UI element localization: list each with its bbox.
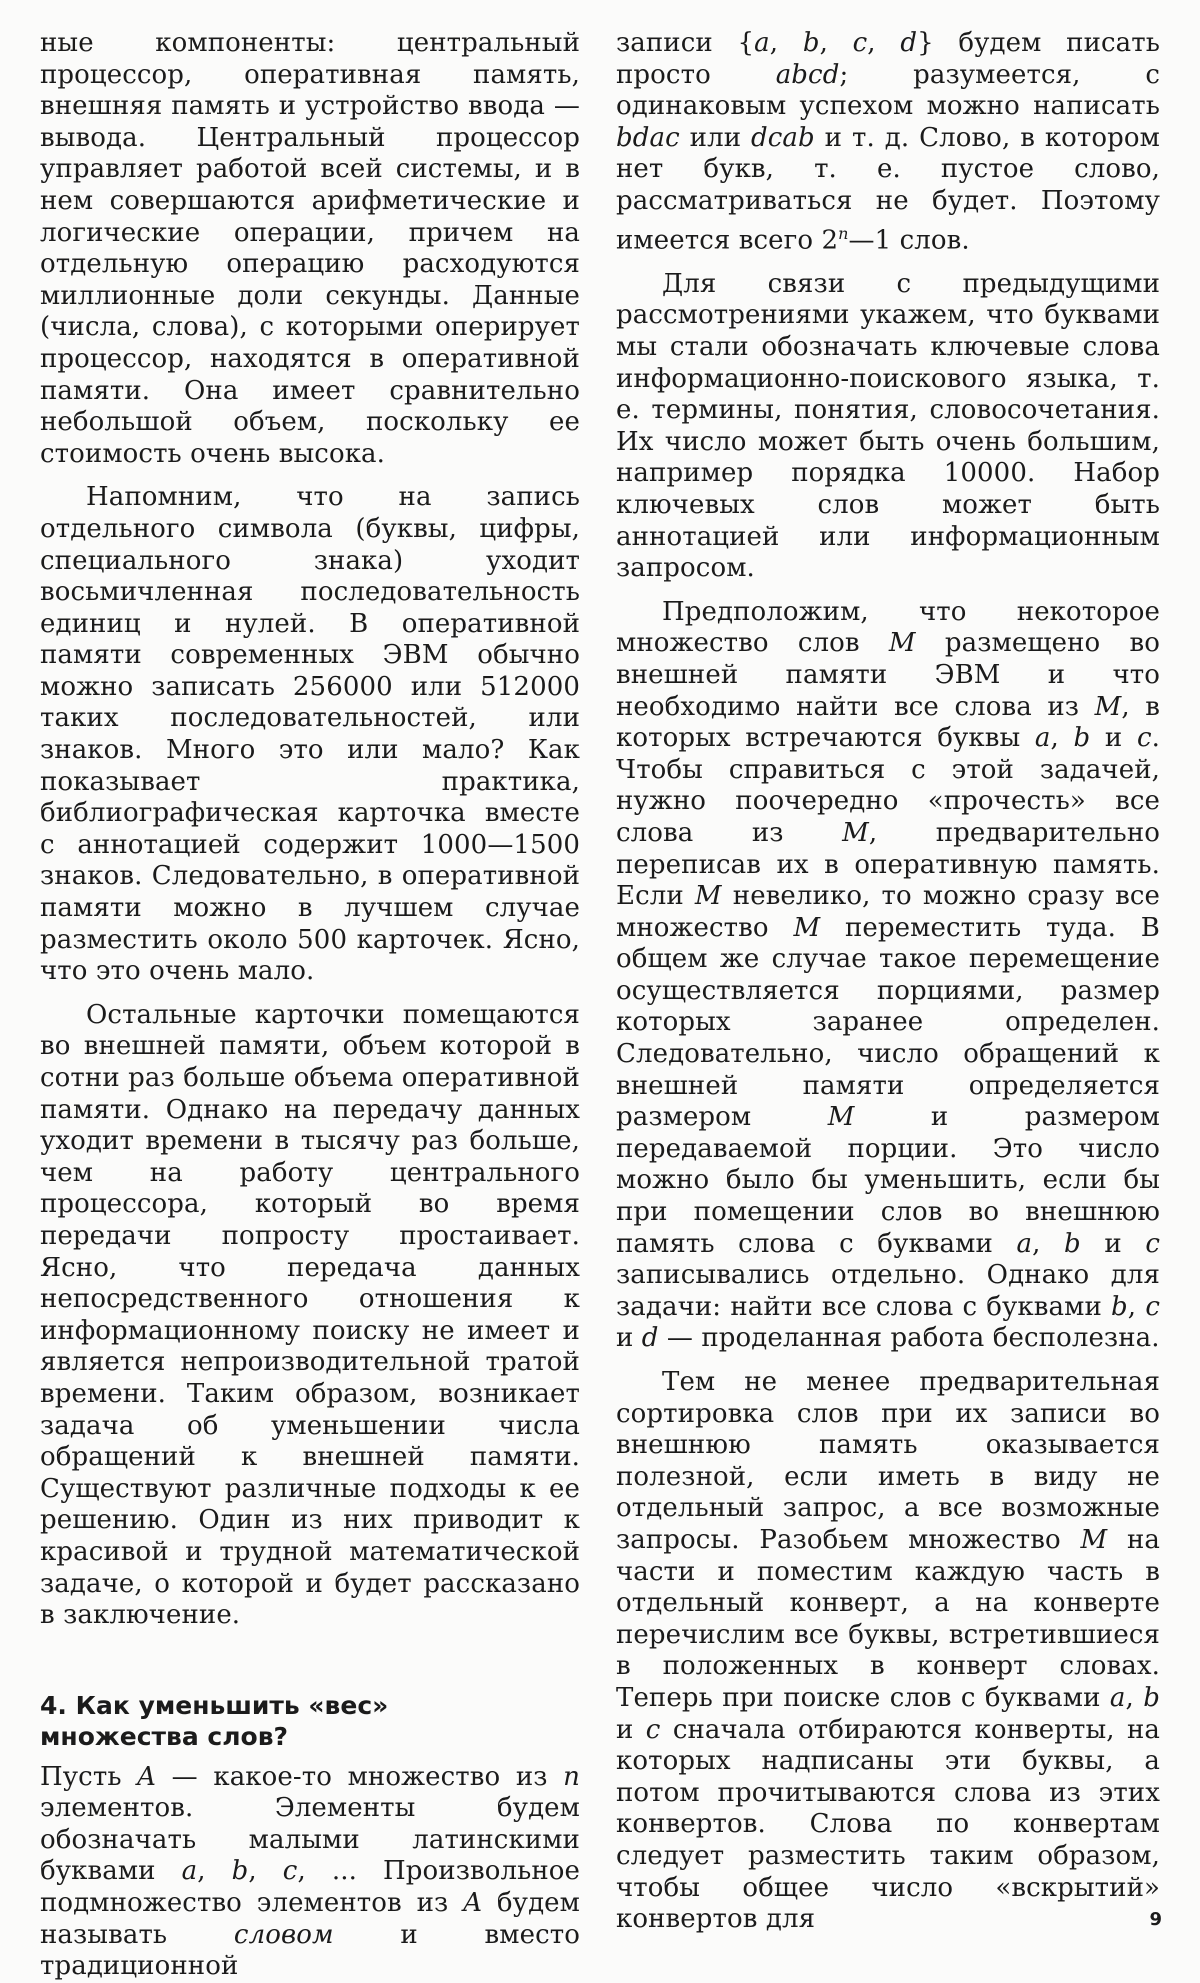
section-heading-line-1: 4. Как уменьшить «вес» [40,1690,389,1720]
section-heading-line-2: множества слов? [40,1721,289,1751]
paragraph-4: Пусть A — какое-то множество из n элементов. Элементы будем обозначать малыми латинскими буквами a, b, c, ... Произвольное подмножество элементов из A будем называть словом и вместо традиционной [40,1761,581,1982]
right-column [616,28,1160,1936]
paragraph-7: Предположим, что некоторое множество слов M размещено во внешней памяти ЭВМ и что необходимо найти все слова из M, в которых встречаются буквы a, b и c. Чтобы справиться с этой задачей, нужно поочередно «прочесть» все слова из M, предварительно переписав их в оперативную память. Если M невелико, то можно сразу все множество M переместить туда. В общем же случае такое перемещение осуществляется порциями, размер которых заранее определен. Следовательно, число обращений к внешней памяти определяется размером M и размером передаваемой порции. Это число можно было бы уменьшить, если бы при помещении слов во внешнюю память слова с буквами a, b и c записывались отдельно. Однако для задачи: найти все слова с буквами b, c и d — проделанная работа бесполезна. [616,596,1161,1354]
paragraph-3: Остальные карточки помещаются во внешней памяти, объем которой в сотни раз больше объема оперативной памяти. Однако на передачу данных уходит времени в тысячу раз больше, чем на работу центрального процессора, который во время передачи попросту простаивает. Ясно, что передача данных непосредственного отношения к информационному поиску не имеет и является непроизводительной тратой времени. Таким образом, возникает задача об уменьшении числа обращений к внешней памяти. Существуют различные подходы к ее решению. Один из них приводит к красивой и трудной математической задаче, о которой и будет рассказано в заключение. [40,999,580,1631]
paragraph-1: ные компоненты: центральный процессор, оперативная память, внешняя память и устройство ввода — вывода. Центральный процессор управляет работой всей системы, и в нем совершаются арифметические и логические операции, причем на отдельную операцию расходуются миллионные доли секунды. Данные (числа, слова), с которыми оперирует процессор, находятся в оперативной памяти. Она имеет сравнительно небольшой объем, поскольку ее стоимость очень высока. [40,28,580,469]
paragraph-5: записи {a, b, c, d} будем писать просто abcd; разумеется, с одинаковым успехом можно написать bdac или dcab и т. д. Слово, в котором нет букв, т. е. пустое слово, рассматриваться не будет. Поэтому имеется всего 2$^n$—1 слов. [616,28,1160,256]
paragraph-2: Напомним, что на запись отдельного символа (буквы, цифры, специального знака) уходит восьмичленная последовательность единиц и нулей. В оперативной памяти современных ЭВМ обычно можно записать 256000 или 512000 таких последовательностей, или знаков. Много это или мало? Как показывает практика, библиографическая карточка вместе с аннотацией содержит 1000—1500 знаков. Следовательно, в оперативной памяти можно в лучшем случае разместить около 500 карточек. Ясно, что это очень мало. [40,482,580,987]
page-number: 9 [1149,1909,1162,1930]
left-column [40,28,580,1983]
paragraph-6: Для связи с предыдущими рассмотрениями укажем, что буквами мы стали обозначать ключевые слова информационно-поискового языка, т. е. термины, понятия, словосочетания. Их число может быть очень большим, например порядка 10000. Набор ключевых слов может быть аннотацией или информационным запросом. [616,268,1160,584]
section-heading [40,1690,580,1752]
paragraph-8: Тем не менее предварительная сортировка слов при их записи во внешнюю память оказывается полезной, если иметь в виду не отдельный запрос, а все возможные запросы. Разобьем множество M на части и поместим каждую часть в отдельный конверт, а на конверте перечислим все буквы, встретившиеся в положенных в конверт словах. Теперь при поиске слов с буквами a, b и c сначала отбираются конверты, на которых надписаны эти буквы, а потом прочитываются слова из этих конвертов. Слова по конвертам следует разместить таким образом, чтобы общее число «вскрытий» конвертов для [616,1367,1161,1935]
